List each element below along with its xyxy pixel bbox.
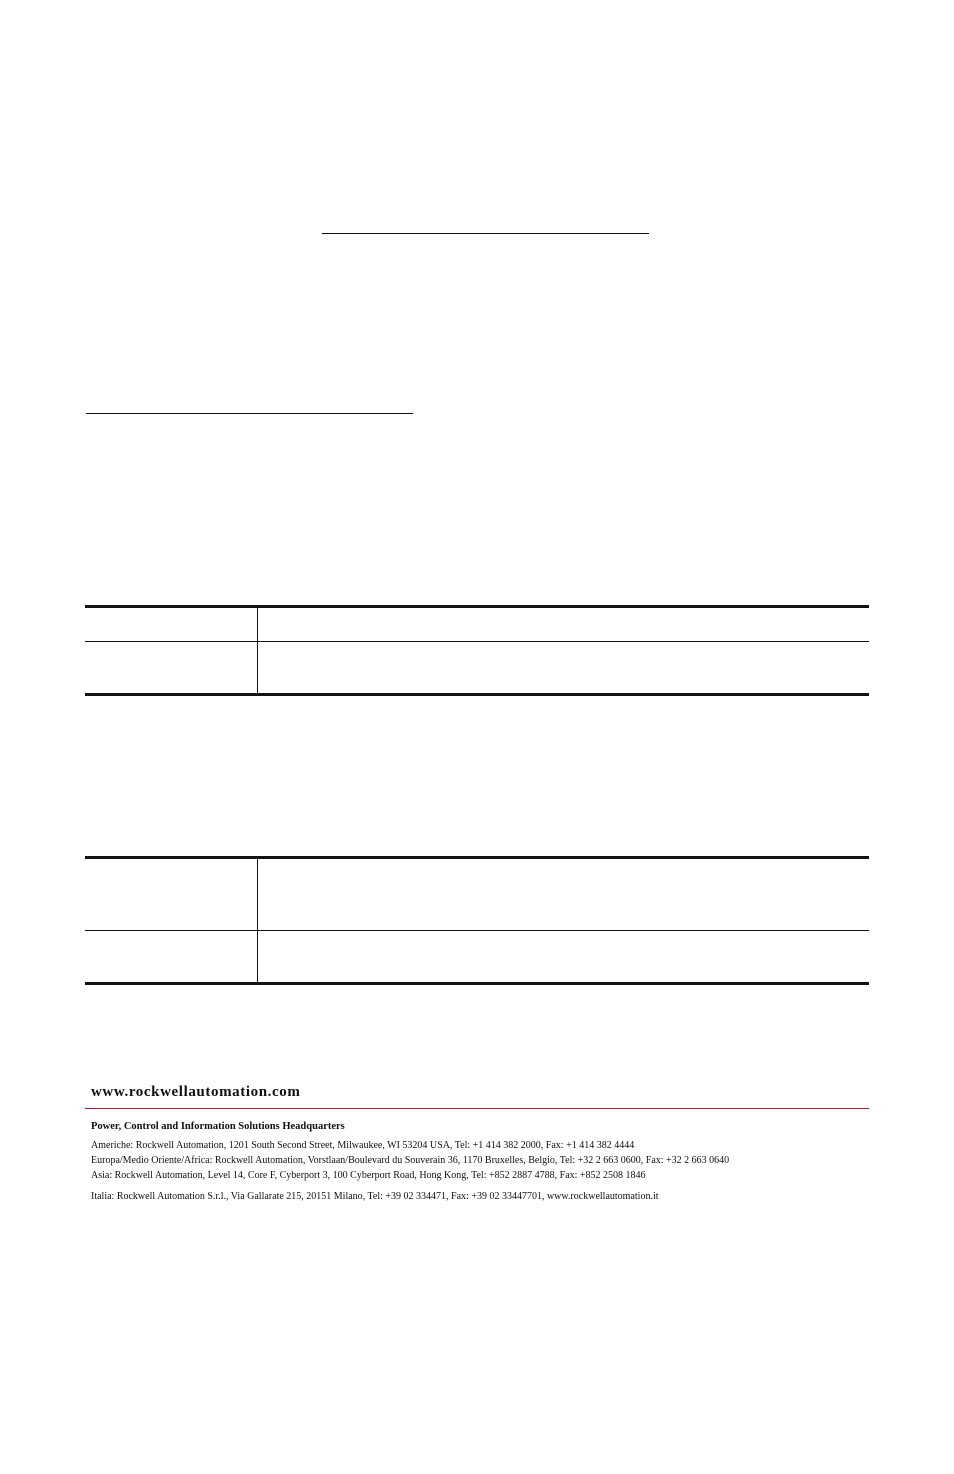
table-column-divider <box>257 859 258 983</box>
address-asia: Asia: Rockwell Automation, Level 14, Core F, Cyberport 3, 100 Cyberport Road, Hong Kong, Tel: +852 2887 4788, Fax: +852 2508 1846 <box>91 1170 646 1181</box>
table-bottom-rule <box>85 693 869 696</box>
table-row-rule <box>85 641 869 642</box>
address-italy: Italia: Rockwell Automation S.r.l., Via Gallarate 215, 20151 Milano, Tel: +39 02 334471, Fax: +39 02 33447701, www.rockwellautomation.it <box>91 1191 659 1202</box>
signature-line-left <box>86 413 413 414</box>
table-bottom-rule <box>85 982 869 985</box>
signature-line-top <box>322 233 649 234</box>
table-row-rule <box>85 930 869 931</box>
headquarters-title: Power, Control and Information Solutions Headquarters <box>91 1121 345 1132</box>
address-emea: Europa/Medio Oriente/Africa: Rockwell Automation, Vorstlaan/Boulevard du Souverain 36, 1170 Bruxelles, Belgio, Tel: +32 2 663 0600, Fax: +32 2 663 0640 <box>91 1155 730 1166</box>
footer-accent-rule <box>85 1108 869 1109</box>
table-top-rule <box>85 605 869 608</box>
website-link[interactable]: www.rockwellautomation.com <box>91 1084 301 1100</box>
address-americas: Americhe: Rockwell Automation, 1201 South Second Street, Milwaukee, WI 53204 USA, Tel: +1 414 382 2000, Fax: +1 414 382 4444 <box>91 1140 635 1151</box>
table-column-divider <box>257 608 258 694</box>
table-top-rule <box>85 856 869 859</box>
footer <box>91 1084 869 1202</box>
